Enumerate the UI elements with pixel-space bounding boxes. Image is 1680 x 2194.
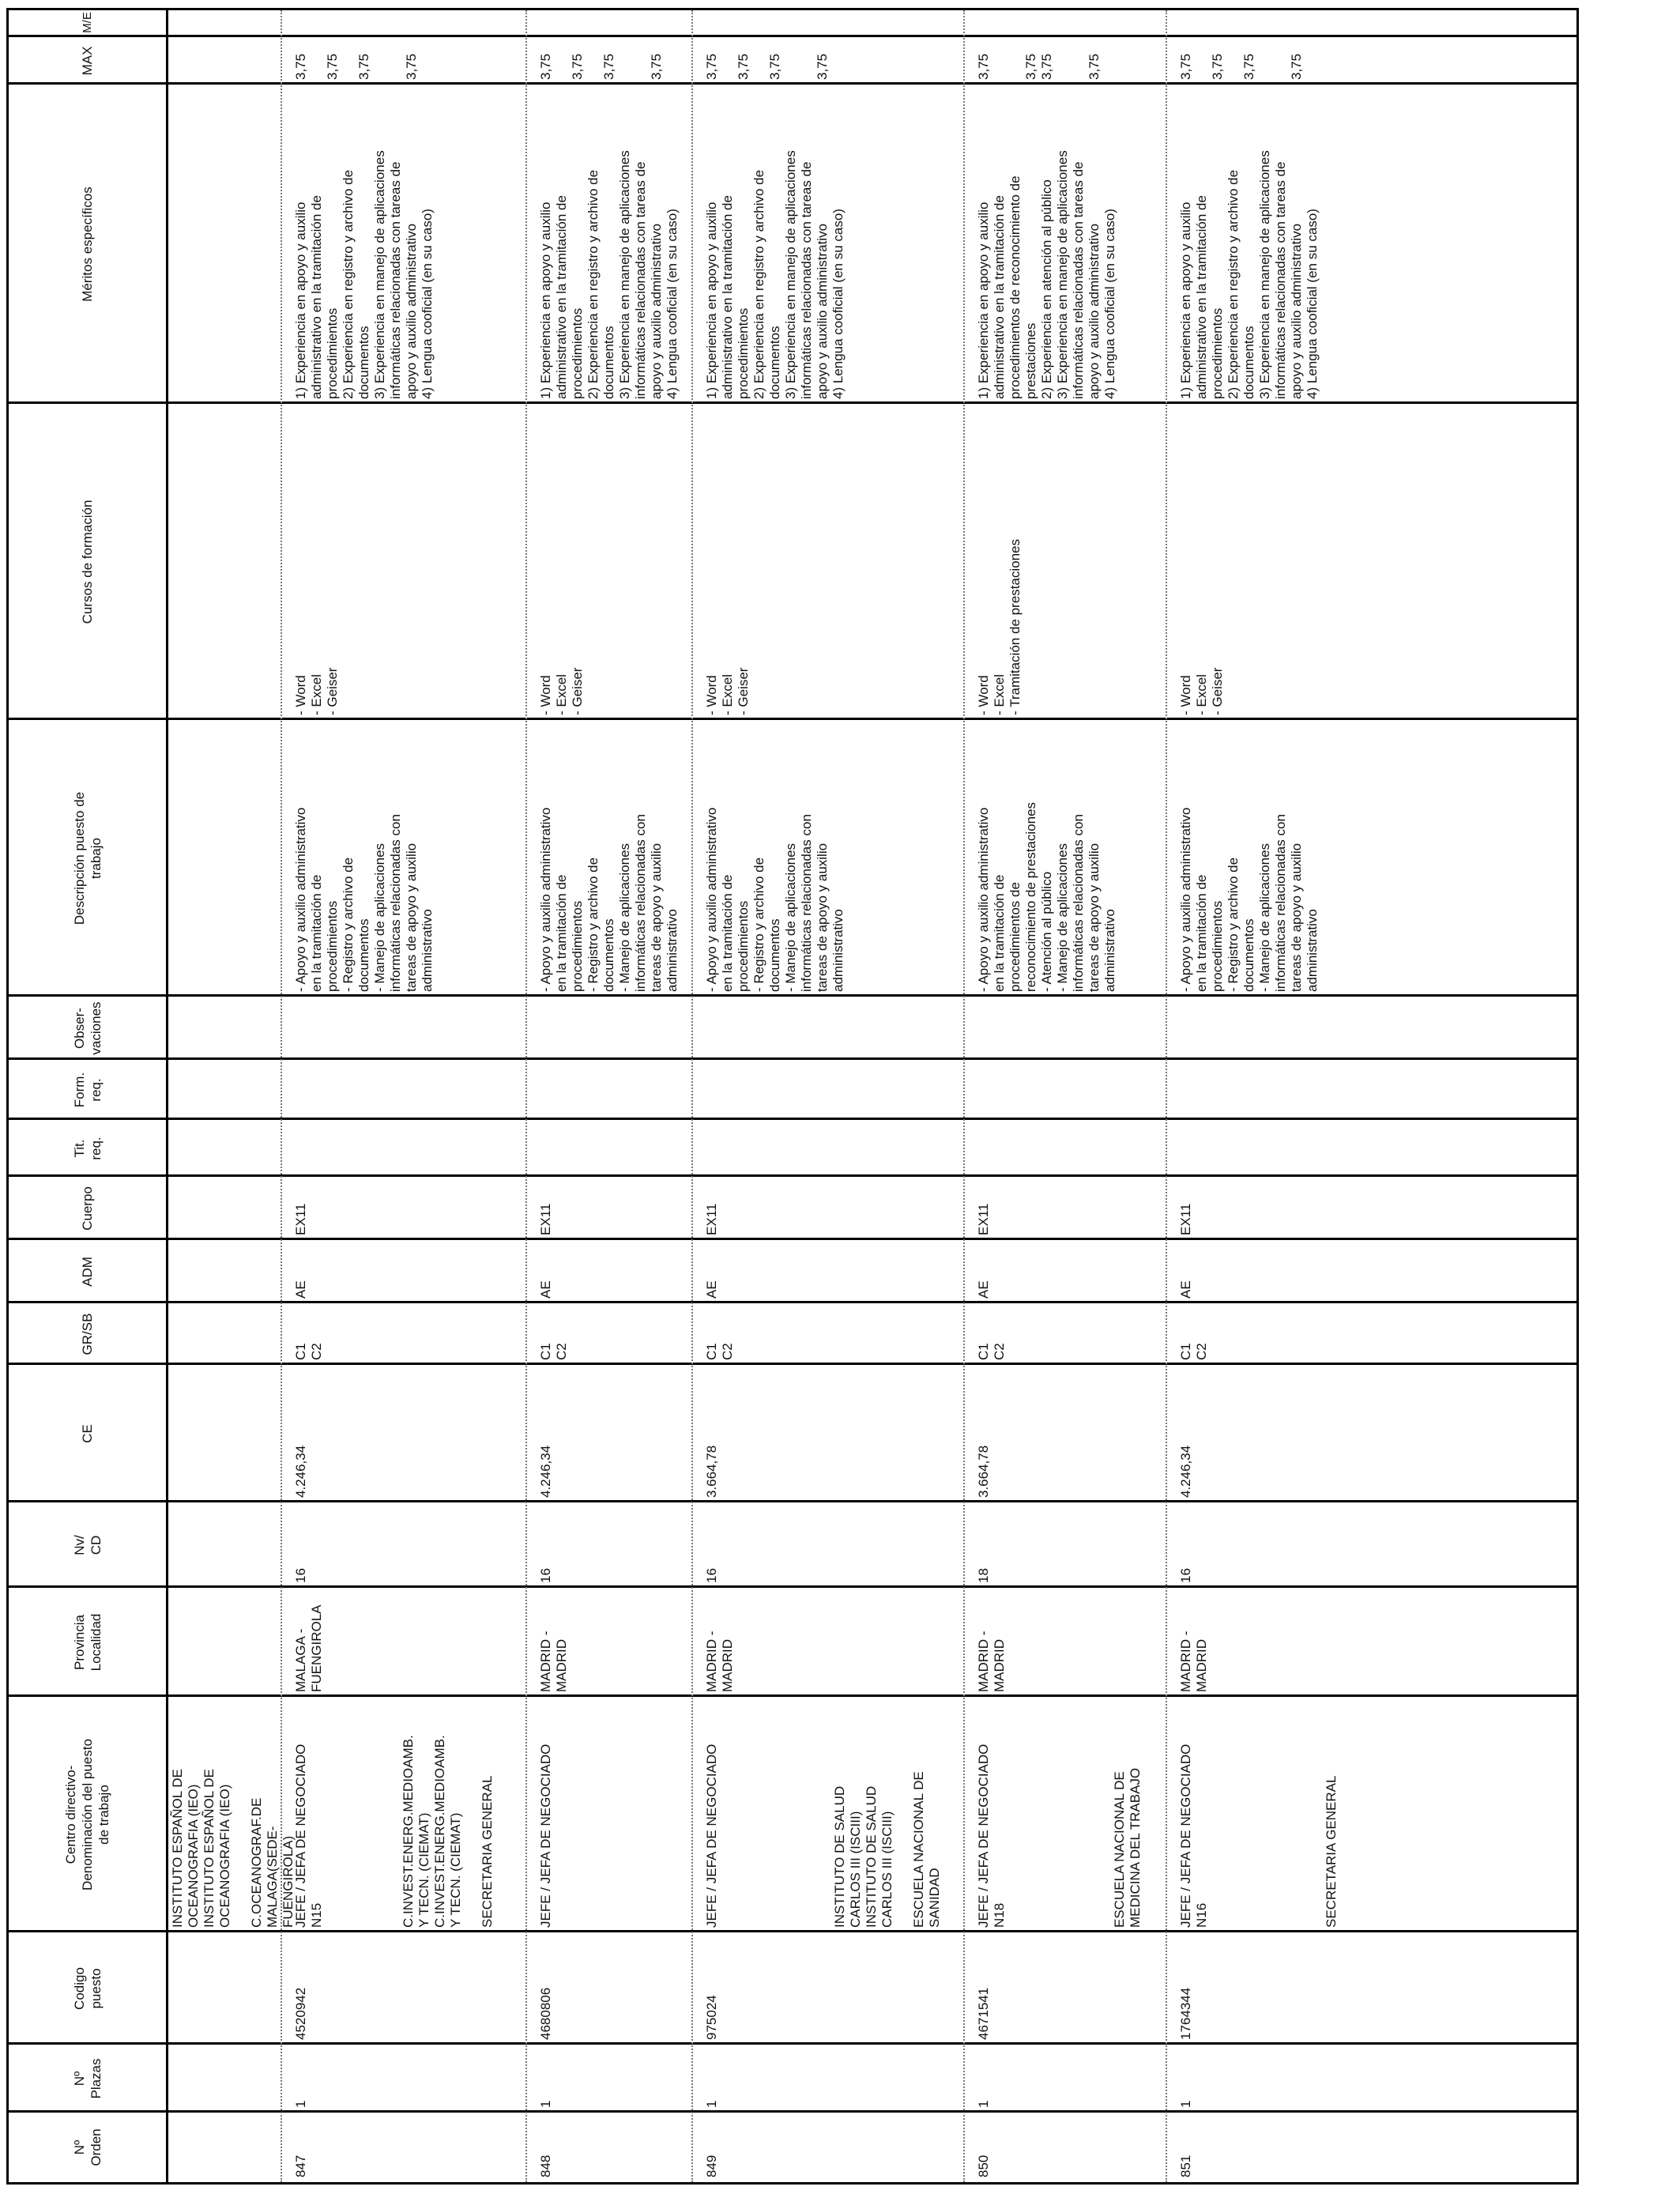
cell-centro-trailer: C.INVEST.ENERG.MEDIOAMB. Y TECN. (CIEMAT) C.INVEST.ENERG.MEDIOAMB. Y TECN. (CIEMAT) SECRETARIA GENERAL xyxy=(401,1735,495,1928)
header-cursos: Cursos de formación xyxy=(80,499,95,624)
cell-codigo: 1764344 xyxy=(1178,1987,1193,2040)
cell-ce: 3.664,78 xyxy=(704,1445,719,1498)
cell-plazas: 1 xyxy=(704,2100,719,2108)
cell-cuerpo: EX11 xyxy=(293,1203,308,1235)
cell-cursos: - Word - Excel - Tramitación de prestaciones xyxy=(976,539,1023,715)
header-centro: Centro directivo- Denominación del puesto de trabajo xyxy=(63,1739,111,1891)
cell-cuerpo: EX11 xyxy=(976,1203,991,1235)
cell-ce: 4.246,34 xyxy=(538,1445,553,1498)
cell-cursos: - Word - Excel - Geiser xyxy=(293,667,340,715)
cell-orden: 849 xyxy=(704,2154,719,2177)
cell-codigo: 4680806 xyxy=(538,1987,553,2040)
cell-provincia: MADRID - MADRID xyxy=(1178,1630,1209,1692)
cell-centro: JEFE / JEFA DE NEGOCIADO xyxy=(538,1744,553,1928)
cell-adm: AE xyxy=(538,1280,553,1299)
header-adm: ADM xyxy=(80,1257,95,1287)
cell-adm: AE xyxy=(704,1280,719,1299)
cell-adm: AE xyxy=(1178,1280,1193,1299)
cell-cuerpo: EX11 xyxy=(704,1203,719,1235)
cell-descripcion: - Apoyo y auxilio administrativo en la tramitación de procedimientos - Registro y archivo de documentos - Manejo de aplicaciones informáticas relacionadas con tareas de apoyo y auxilio administrativo xyxy=(1178,807,1320,992)
cell-adm: AE xyxy=(293,1280,308,1299)
cell-centro: JEFE / JEFA DE NEGOCIADO xyxy=(704,1744,719,1928)
cell-centro-trailer: ESCUELA NACIONAL DE MEDICINA DEL TRABAJO xyxy=(1112,1767,1143,1928)
header-form: Form. req. xyxy=(71,1072,104,1108)
cell-meritos: 1) Experiencia en apoyo y auxilio administrativo en la tramitación de procedimientos 2) Experiencia en registro y archivo de documentos 3) Experiencia en manejo de aplicaciones informáticas relacionadas con tareas de apoyo y auxilio administrativo 4) Lengua cooficial (en su caso) xyxy=(1178,150,1320,399)
cell-descripcion: - Apoyo y auxilio administrativo en la tramitación de procedimientos - Registro y archivo de documentos - Manejo de aplicaciones informáticas relacionadas con tareas de apoyo y auxilio administrativo xyxy=(293,807,435,992)
cell-centro: JEFE / JEFA DE NEGOCIADO N16 xyxy=(1178,1744,1209,1928)
cell-cuerpo: EX11 xyxy=(538,1203,553,1235)
cell-plazas: 1 xyxy=(538,2100,553,2108)
positions-table xyxy=(6,8,1579,2185)
centro-lead-text: INSTITUTO ESPAÑOL DE OCEANOGRAFIA (IEO) INSTITUTO ESPAÑOL DE OCEANOGRAFIA (IEO) C.OCEANOGRAF.DE MALAGA(SEDE- FUENGIROLA) xyxy=(170,1769,296,1928)
cell-centro: JEFE / JEFA DE NEGOCIADO N18 xyxy=(976,1744,1007,1928)
cell-codigo: 975024 xyxy=(704,1995,719,2040)
cell-nv: 16 xyxy=(1178,1568,1193,1583)
cell-max: 3,75 3,75 3,75 3,75 xyxy=(293,53,419,80)
cell-adm: AE xyxy=(976,1280,991,1299)
table-row xyxy=(525,10,680,2182)
cell-grsb: C1 C2 xyxy=(1178,1343,1209,1360)
cell-provincia: MALAGA - FUENGIROLA xyxy=(293,1604,324,1692)
cell-grsb: C1 C2 xyxy=(976,1343,1007,1360)
cell-plazas: 1 xyxy=(293,2100,308,2108)
cell-meritos: 1) Experiencia en apoyo y auxilio administrativo en la tramitación de procedimientos 2) Experiencia en registro y archivo de documentos 3) Experiencia en manejo de aplicaciones informáticas relacionadas con tareas de apoyo y auxilio administrativo 4) Lengua cooficial (en su caso) xyxy=(538,150,680,399)
header-codigo: Codigo puesto xyxy=(71,1967,104,2010)
cell-provincia: MADRID - MADRID xyxy=(704,1630,735,1692)
cell-orden: 847 xyxy=(293,2154,308,2177)
cell-grsb: C1 C2 xyxy=(538,1343,569,1360)
cell-descripcion: - Apoyo y auxilio administrativo en la tramitación de procedimientos - Registro y archivo de documentos - Manejo de aplicaciones informáticas relacionadas con tareas de apoyo y auxilio administrativo xyxy=(538,807,680,992)
header-orden: Nº Orden xyxy=(71,2128,104,2166)
cell-centro-trailer: INSTITUTO DE SALUD CARLOS III (ISCIII) INSTITUTO DE SALUD CARLOS III (ISCIII) ESCUELA NACIONAL DE SANIDAD xyxy=(832,1771,942,1928)
header-tit: Tit. req. xyxy=(71,1137,104,1160)
table-row xyxy=(691,10,943,2182)
header-cuerpo: Cuerpo xyxy=(80,1186,95,1231)
cell-grsb: C1 C2 xyxy=(704,1343,735,1360)
header-nv: Nv/ CD xyxy=(71,1535,104,1555)
header-me: M/E xyxy=(81,12,94,33)
cell-meritos: 1) Experiencia en apoyo y auxilio administrativo en la tramitación de procedimientos 2) Experiencia en registro y archivo de documentos 3) Experiencia en manejo de aplicaciones informáticas relacionadas con tareas de apoyo y auxilio administrativo 4) Lengua cooficial (en su caso) xyxy=(293,150,435,399)
header-meritos: Méritos específicos xyxy=(80,187,95,302)
header-plazas: Nº Plazas xyxy=(71,2058,104,2099)
cell-meritos: 1) Experiencia en apoyo y auxilio administrativo en la tramitación de procedimientos de reconocimiento de prestaciones 2) Experiencia en atención al público 3) Experiencia en manejo de aplicaciones informáticas relacionadas con tareas de apoyo y auxilio administrativo 4) Lengua cooficial (en su caso) xyxy=(976,150,1117,399)
cell-cuerpo: EX11 xyxy=(1178,1203,1193,1235)
cell-nv: 16 xyxy=(704,1568,719,1583)
cell-descripcion: - Apoyo y auxilio administrativo en la tramitación de procedimientos - Registro y archivo de documentos - Manejo de aplicaciones informáticas relacionadas con tareas de apoyo y auxilio administrativo xyxy=(704,807,846,992)
cell-centro-trailer: SECRETARIA GENERAL xyxy=(1324,1775,1339,1928)
cell-orden: 848 xyxy=(538,2154,553,2177)
cell-codigo: 4671541 xyxy=(976,1987,991,2040)
cell-nv: 16 xyxy=(293,1568,308,1583)
cell-nv: 18 xyxy=(976,1568,991,1583)
cell-ce: 4.246,34 xyxy=(1178,1445,1193,1498)
cell-centro: JEFE / JEFA DE NEGOCIADO N15 xyxy=(293,1744,324,1928)
cell-cursos: - Word - Excel - Geiser xyxy=(704,667,751,715)
cell-orden: 850 xyxy=(976,2154,991,2177)
table-body xyxy=(168,10,1579,2182)
header-ce: CE xyxy=(80,1424,95,1443)
cell-ce: 4.246,34 xyxy=(293,1445,308,1498)
cell-descripcion: - Apoyo y auxilio administrativo en la tramitación de procedimientos de reconocimiento de prestaciones - Atención al público - Manejo de aplicaciones informáticas relacionadas con tareas de apoyo y auxilio administrativo xyxy=(976,801,1117,992)
cell-codigo: 4520942 xyxy=(293,1987,308,2040)
cell-cursos: - Word - Excel - Geiser xyxy=(1178,667,1225,715)
cell-plazas: 1 xyxy=(1178,2100,1193,2108)
header-obs: Obser- vaciones xyxy=(71,1001,104,1055)
cell-max: 3,75 3,75 3,75 3,75 xyxy=(1178,53,1304,80)
table-header xyxy=(9,10,168,2182)
header-descripcion: Descripción puesto de trabajo xyxy=(71,791,104,925)
table-row xyxy=(963,10,1150,2182)
cell-cursos: - Word - Excel - Geiser xyxy=(538,667,585,715)
cell-ce: 3.664,78 xyxy=(976,1445,991,1498)
cell-orden: 851 xyxy=(1178,2154,1193,2177)
cell-provincia: MADRID - MADRID xyxy=(538,1630,569,1692)
cell-meritos: 1) Experiencia en apoyo y auxilio administrativo en la tramitación de procedimientos 2) Experiencia en registro y archivo de documentos 3) Experiencia en manejo de aplicaciones informáticas relacionadas con tareas de apoyo y auxilio administrativo 4) Lengua cooficial (en su caso) xyxy=(704,150,846,399)
table-row xyxy=(1166,10,1561,2182)
cell-max: 3,75 3,75 3,75 3,75 xyxy=(538,53,664,80)
cell-plazas: 1 xyxy=(976,2100,991,2108)
header-grsb: GR/SB xyxy=(80,1313,95,1355)
table-row xyxy=(281,10,510,2182)
cell-nv: 16 xyxy=(538,1568,553,1583)
cell-max: 3,75 3,75 3,75 3,75 xyxy=(704,53,830,80)
header-provincia: Provincia Localidad xyxy=(71,1613,104,1672)
header-max: MAX xyxy=(80,46,95,76)
cell-provincia: MADRID - MADRID xyxy=(976,1630,1007,1692)
cell-grsb: C1 C2 xyxy=(293,1343,324,1360)
cell-max: 3,75 3,75 3,75 3,75 xyxy=(976,53,1102,80)
